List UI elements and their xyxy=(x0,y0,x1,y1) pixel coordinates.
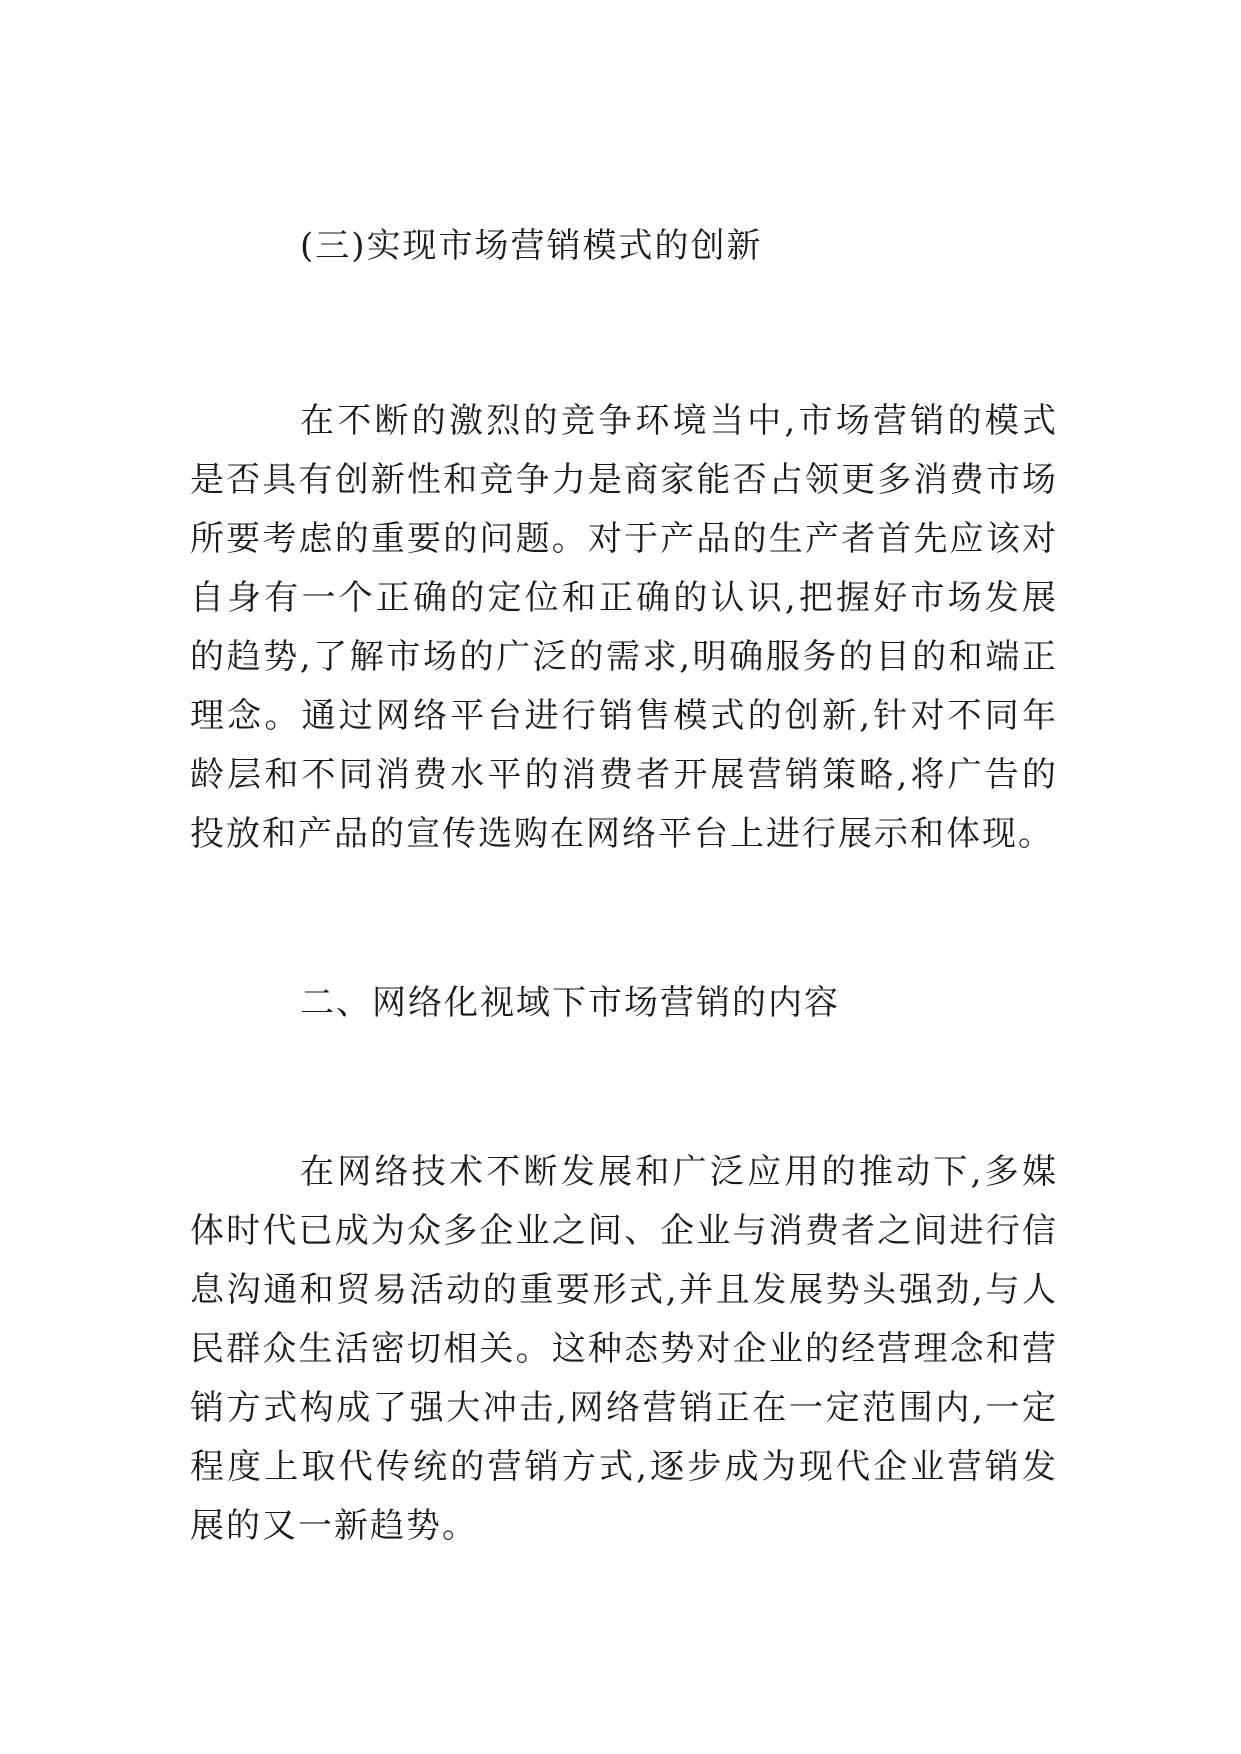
section-heading: 二、网络化视域下市场营销的内容 xyxy=(300,983,840,1023)
subsection-heading: (三)实现市场营销模式的创新 xyxy=(300,226,763,266)
body-paragraph: 在网络技术不断发展和广泛应用的推动下,多媒体时代已成为众多企业之间、企业与消费者之间进行信息沟通和贸易活动的重要形式,并且发展势头强劲,与人民群众生活密切相关。这种态势对企业的经营理念和营销方式构成了强大冲击,网络营销正在一定范围内,一定程度上取代传统的营销方式,逐步成为现代企业营销发展的又一新趋势。 xyxy=(190,1152,1058,1546)
body-paragraph: 在不断的激烈的竞争环境当中,市场营销的模式是否具有创新性和竞争力是商家能否占领更多消费市场所要考虑的重要的问题。对于产品的生产者首先应该对自身有一个正确的定位和正确的认识,把握好市场发展的趋势,了解市场的广泛的需求,明确服务的目的和端正理念。通过网络平台进行销售模式的创新,针对不同年龄层和不同消费水平的消费者开展营销策略,将广告的投放和产品的宣传选购在网络平台上进行展示和体现。 xyxy=(190,401,1058,854)
